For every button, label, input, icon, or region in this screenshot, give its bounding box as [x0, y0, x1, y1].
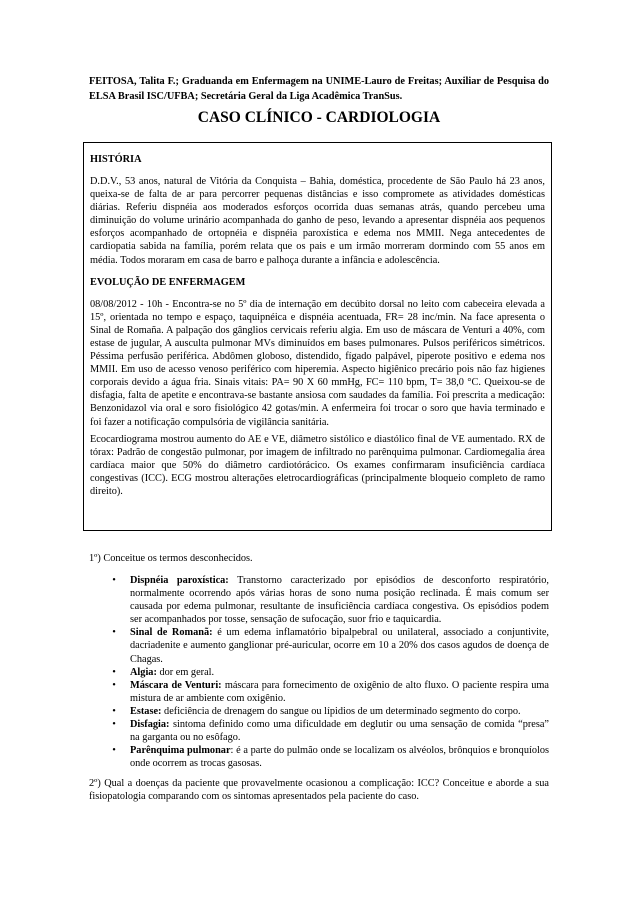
list-item — [89, 744, 549, 770]
definition-text: é um edema inflamatório bipalpebral ou unilateral, associado a conjuntivite, dacriadenite e aumento ganglionar pré-auricular, ocorre em 10 a 20% dos casos agudos de doença de Chagas. — [130, 627, 549, 665]
definition-term: Máscara de Venturi: — [130, 679, 222, 691]
exam-text: Ecocardiograma mostrou aumento do AE e VE, diâmetro sistólico e diastólico final de VE aumentado. RX de tórax: Padrão de congestão pulmonar, por imagem de infiltrado no parênquima pulmonar. Cardiomegalia área cardíaca maior que 50% do diâmetro cardiotórácico. Os exames confirmaram insuficiência cardíaca congestivas (ICC). ECG mostrou alterações eletrocardiográficas (principalmente bloqueio completo de ramo direito). — [90, 433, 545, 497]
definition-term: Estase: — [130, 705, 162, 717]
bullet-icon: • — [112, 745, 116, 757]
definition-term: Dispnéia paroxística: — [130, 575, 229, 586]
history-text: D.D.V., 53 anos, natural de Vitória da Conquista – Bahia, doméstica, procedente de São Paulo há 23 anos, queixa-se de falta de ar para percorrer pequenas distâncias e isso compromete as atividades domésticas diárias. Referiu dispnéia aos moderados esforços ocorrida duas semanas atrás, quando percebeu uma diminuição do volume urinário acompanhada do ganho de peso, levando a apresentar dispnéia aos pequenos esforços acompanhado de ortopnéia e dispnéia paroxística e edema nos MMII. Nega antecedentes de cardiopatia sabida na família, porém relata que os pais e um irmão morreram dormindo com 55 anos em média. Todos moraram em casa de barro e palhoça durante a infância e adolescência. — [90, 176, 545, 266]
definition-text: sintoma definido como uma dificuldade em deglutir ou uma sensação de comida “presa” na garganta ou no esôfago. — [130, 719, 549, 744]
author-info: FEITOSA, Talita F.; Graduanda em Enfermagem na UNIME-Lauro de Freitas; Auxiliar de Pesquisa do ELSA Brasil ISC/UFBA; Secretária Geral da Liga Acadêmica TranSus. — [89, 76, 549, 102]
definition-term: Algia: — [130, 666, 157, 678]
definition-text: máscara para fornecimento de oxigênio de alto fluxo. O paciente respira uma mistura de ar ambiente com oxigênio. — [130, 679, 549, 704]
history-heading: HISTÓRIA — [90, 154, 142, 165]
list-item — [89, 718, 549, 744]
evolution-heading: EVOLUÇÃO DE ENFERMAGEM — [90, 276, 246, 288]
bullet-icon: • — [112, 679, 116, 691]
list-item — [89, 679, 549, 705]
definition-text: Transtorno caracterizado por episódios de desconforto respiratório, normalmente ocorrendo após várias horas de sono numa posição reclinada. É mais comum ser causada por edema pulmonar, resultante de insuficiência cardíaca congestiva. Os episódios podem ser acompanhados por tosse, sensação de sufocação, suor frio e taquicardia. — [130, 575, 549, 626]
definition-text: deficiência de drenagem do sangue ou lípidios de um determinado segmento do corpo. — [161, 705, 521, 717]
definition-term: Disfagia: — [130, 719, 170, 731]
bullet-icon: • — [112, 705, 116, 717]
question-2: 2º) Qual a doenças da paciente que provavelmente ocasionou a complicação: ICC? Conceitue e aborde a sua fisiopatologia comparando com os sintomas apresentados pela paciente do caso. — [89, 778, 549, 803]
definition-term: Sinal de Romanã: — [130, 627, 213, 639]
evolution-text: 08/08/2012 - 10h - Encontra-se no 5º dia de internação em decúbito dorsal no leito com cabeceira elevada a 15º, orientada no tempo e espaço, taquipnéica e dispnéia acentuada, FR= 28 inc/min. Na face apresenta o Sinal de Romaña. A palpação dos gânglios cervicais referiu algia. Em uso de máscara de Venturi a 40%, com estase de jugular, A ausculta pulmonar MVs diminuídos em bases pulmonares. Pulsos periféricos simétricos. Péssima perfusão periférica. Abdômen globoso, distendido, fígado palpável, piperote positivo e edema nos MMII. Em uso de acesso venoso periférico com hiperemia. Aspecto higiênico precário pois não faz higienes corporais devido a água fria. Sinais vitais: PA= 90 X 60 mmHg, FC= 110 bpm, T= 38,0 °C. Queixou-se de disfagia, falta de apetite e encontrava-se bastante ansiosa com saudades da família. Foi prescrita a medicação: Benzonidazol via oral e soro fisiológico 42 gotas/min. A enfermeira foi trocar o soro que havia terminado e foi fazer a notificação compulsória de vigilância sanitária. — [90, 298, 545, 428]
bullet-icon: • — [112, 666, 116, 678]
page-title: CASO CLÍNICO - CARDIOLOGIA — [197, 109, 441, 126]
bullet-icon: • — [112, 627, 116, 639]
definitions-list — [89, 574, 549, 770]
list-item — [89, 574, 549, 626]
list-item — [89, 626, 549, 665]
definition-term: Parênquima pulmonar — [130, 745, 231, 757]
bullet-icon: • — [112, 719, 116, 731]
list-item — [89, 705, 549, 718]
bullet-icon: • — [112, 575, 116, 586]
question-1: 1º) Conceitue os termos desconhecidos. — [89, 553, 253, 564]
list-item — [89, 666, 549, 679]
clinical-case-box — [83, 142, 552, 531]
definition-text: dor em geral. — [156, 666, 215, 678]
definition-text: : é a parte do pulmão onde se localizam os alvéolos, brônquios e bronquíolos onde ocorrem as trocas gasosas. — [130, 745, 549, 770]
